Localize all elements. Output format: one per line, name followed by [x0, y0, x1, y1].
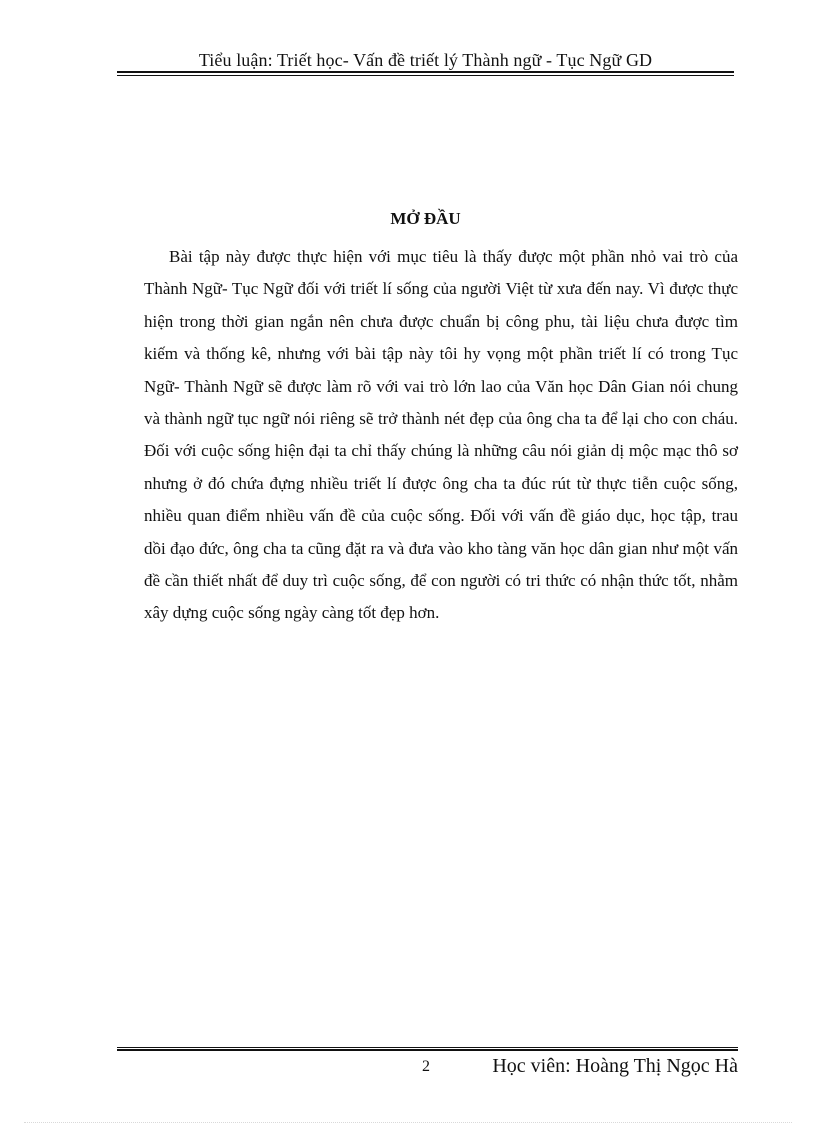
header-title: Tiểu luận: Triết học- Vấn đề triết lý Thành ngữ - Tục Ngữ GD	[198, 50, 653, 70]
page-footer	[117, 1047, 738, 1083]
section-heading: MỞ ĐẦU	[390, 209, 461, 228]
footer-divider	[117, 1047, 738, 1051]
footer-row	[117, 1055, 738, 1083]
body-paragraph: Bài tập này được thực hiện với mục tiêu là thấy được một phần nhỏ vai trò của Thành Ngữ- Tục Ngữ đối với triết lí sống của người Việt từ xưa đến nay. Vì được thực hiện trong thời gian ngắn nên chưa được chuẩn bị công phu, tài liệu chưa được tìm kiếm và thống kê, nhưng với bài tập này tôi hy vọng một phần triết lí có trong Tục Ngữ- Thành Ngữ sẽ được làm rõ với vai trò lớn lao của Văn học Dân Gian nói chung và thành ngữ tục ngữ nói riêng sẽ trở thành nét đẹp của ông cha ta để lại cho con cháu. Đối với cuộc sống hiện đại ta chỉ thấy chúng là những câu nói giản dị mộc mạc thô sơ nhưng ở đó chứa đựng nhiều triết lí được ông cha ta đúc rút từ thực tiễn cuộc sống, nhiều quan điểm nhiều vấn đề của cuộc sống. Đối với vấn đề giáo dục, học tập, trau dồi đạo đức, ông cha ta cũng đặt ra và đưa vào kho tàng văn học dân gian như một vấn đề cần thiết nhất để duy trì cuộc sống, để con người có tri thức có nhận thức tốt, nhằm xây dựng cuộc sống ngày càng tốt đẹp hơn.	[144, 247, 738, 623]
footer-author: Học viên: Hoàng Thị Ngọc Hà	[492, 1055, 738, 1077]
header-divider	[117, 71, 734, 76]
page-header	[117, 50, 734, 76]
page-number: 2	[422, 1058, 430, 1075]
